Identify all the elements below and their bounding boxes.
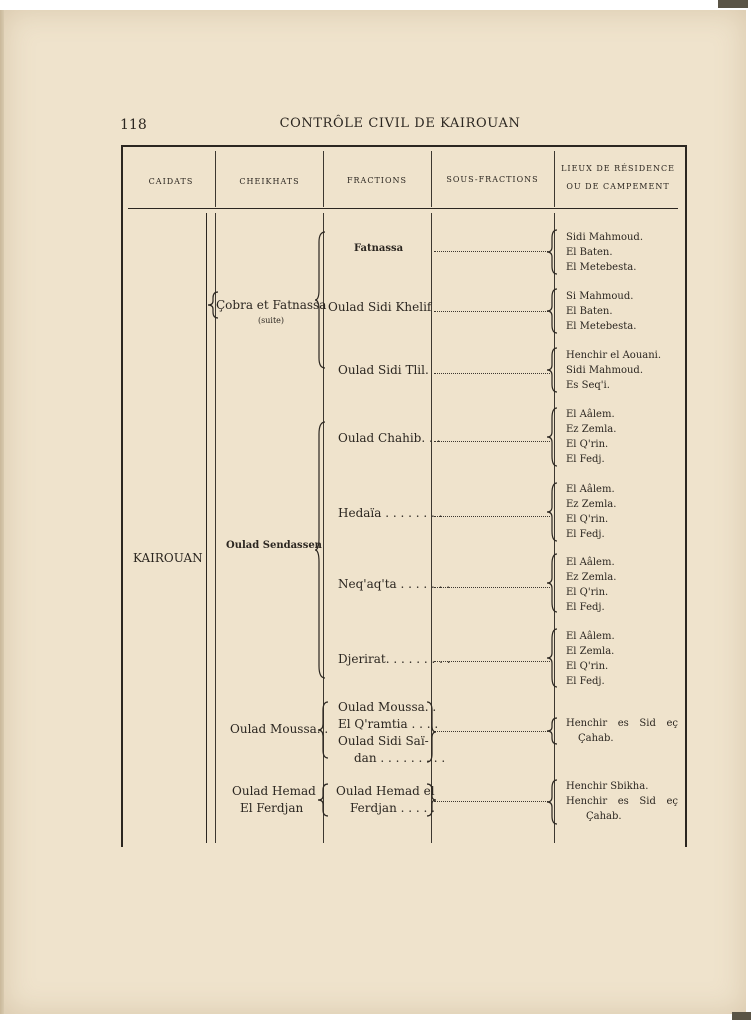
residence-group-1 <box>566 230 643 275</box>
col-sep <box>215 151 216 207</box>
leader-dots <box>434 731 550 732</box>
residence-item: Henchir el Aouani. <box>566 350 662 361</box>
cheikhat-cobra: Çobra et Fatnassa <box>216 298 327 312</box>
residence-item: El Metebesta. <box>566 321 637 332</box>
brace-res <box>547 287 559 335</box>
fraction-sidi-tlil: Oulad Sidi Tlil. <box>338 363 429 377</box>
fraction-moussa-b: El Q'ramtia . . . . <box>338 717 439 731</box>
leader-dots <box>434 661 550 662</box>
brace-moussa <box>318 700 330 760</box>
cheikhat-moussa: Oulad Moussa. . <box>230 722 329 736</box>
residence-group-6 <box>566 555 616 615</box>
brace-res <box>547 716 559 746</box>
header-lieux-line2: OU DE CAMPEMENT <box>566 182 670 191</box>
leader-dots <box>434 441 550 442</box>
brace-res <box>547 481 559 543</box>
fraction-moussa-c: Oulad Sidi Saï- <box>338 734 429 748</box>
residence-item: El Zemla. <box>566 646 615 657</box>
residence-item: El Aâlem. <box>566 484 615 495</box>
header-fractions: FRACTIONS <box>346 176 407 185</box>
residence-group-4 <box>566 407 616 467</box>
fraction-chahib: Oulad Chahib. . . <box>338 431 441 445</box>
residence-item: Henchir Sbikha. <box>566 781 649 792</box>
leader-dots <box>434 311 550 312</box>
residence-group-8 <box>566 716 678 746</box>
header-lieux-line1: LIEUX DE RÉSIDENCE <box>561 164 675 173</box>
brace-res <box>547 552 559 614</box>
fraction-sidi-khelif: Oulad Sidi Khelif <box>328 300 432 314</box>
residence-item: Henchir es Sid eç <box>566 718 678 729</box>
corner-mark-bottom <box>732 1012 751 1020</box>
fraction-djerirat: Djerirat. . . . . . . . . <box>338 652 451 666</box>
brace-res <box>547 228 559 276</box>
caidat-kairouan: KAIROUAN <box>133 551 203 565</box>
fraction-hedaia: Hedaïa . . . . . . . . <box>338 506 443 520</box>
col-sep <box>323 151 324 207</box>
residence-item: Ez Zemla. <box>566 499 617 510</box>
residence-item: Sidi Mahmoud. <box>566 232 643 243</box>
cheikhat-hemad-line2: El Ferdjan <box>240 801 304 815</box>
header-caidats: CAIDATS <box>148 177 194 186</box>
residence-item: Henchir es Sid eç <box>566 796 678 807</box>
leader-dots <box>434 801 550 802</box>
col-sep <box>431 151 432 207</box>
residence-item: Si Mahmoud. <box>566 291 634 302</box>
residence-item: Çahab. <box>586 811 622 822</box>
residence-item: El Aâlem. <box>566 557 615 568</box>
residence-item: El Fedj. <box>566 676 605 687</box>
leader-dots <box>434 373 550 374</box>
residence-group-3 <box>566 348 661 393</box>
brace-res <box>547 778 559 826</box>
leader-dots <box>434 516 550 517</box>
residence-item: El Metebesta. <box>566 262 637 273</box>
fraction-moussa-a: Oulad Moussa. . <box>338 700 437 714</box>
fraction-hemad-b: Ferdjan . . . . . <box>350 801 435 815</box>
residence-item: Ez Zemla. <box>566 572 617 583</box>
brace-sendassen <box>315 420 327 680</box>
residence-item: El Aâlem. <box>566 631 615 642</box>
brace-cobra <box>315 230 327 370</box>
residence-item: El Fedj. <box>566 529 605 540</box>
brace-res <box>547 406 559 468</box>
residence-group-9 <box>566 779 678 824</box>
residence-item: El Q'rin. <box>566 514 609 525</box>
page-number: 118 <box>120 117 147 133</box>
brace-cobra-left <box>208 290 218 320</box>
residence-group-2 <box>566 289 636 334</box>
header-cheikhats: CHEIKHATS <box>239 177 300 186</box>
residence-item: Sidi Mahmoud. <box>566 365 643 376</box>
residence-group-7 <box>566 629 615 689</box>
col-sep <box>554 151 555 207</box>
residence-group-5 <box>566 482 616 542</box>
cheikhat-hemad-line1: Oulad Hemad <box>232 784 316 798</box>
corner-mark-top <box>718 0 748 8</box>
residence-item: El Aâlem. <box>566 409 615 420</box>
header-rule <box>128 208 678 209</box>
brace-moussa-right <box>426 700 436 764</box>
fraction-fatnassa: Fatnassa <box>354 243 404 254</box>
cheikhat-cobra-note: (suite) <box>258 316 285 325</box>
fraction-hemad-a: Oulad Hemad el <box>336 784 435 798</box>
fraction-neqaqta: Neq'aq'ta . . . . . . . <box>338 577 451 591</box>
residence-item: El Fedj. <box>566 454 605 465</box>
caidat-brace <box>206 213 207 843</box>
header-sous-fractions: SOUS-FRACTIONS <box>446 175 539 184</box>
residence-item: Çahab. <box>578 733 614 744</box>
residence-item: El Q'rin. <box>566 439 609 450</box>
brace-hemad <box>318 782 330 818</box>
residence-item: El Q'rin. <box>566 587 609 598</box>
brace-hemad-right <box>426 782 436 818</box>
leader-dots <box>434 251 550 252</box>
cheikhat-sendassen: Oulad Sendassen <box>226 540 322 551</box>
running-head: CONTRÔLE CIVIL DE KAIROUAN <box>279 116 521 131</box>
brace-res <box>547 627 559 689</box>
residence-item: El Baten. <box>566 247 613 258</box>
residence-item: El Q'rin. <box>566 661 609 672</box>
leader-dots <box>434 587 550 588</box>
brace-res <box>547 346 559 394</box>
fraction-moussa-d: dan . . . . . . . . . <box>354 751 446 765</box>
residence-item: El Fedj. <box>566 602 605 613</box>
residence-item: Ez Zemla. <box>566 424 617 435</box>
residence-item: El Baten. <box>566 306 613 317</box>
residence-item: Es Seq'i. <box>566 380 610 391</box>
